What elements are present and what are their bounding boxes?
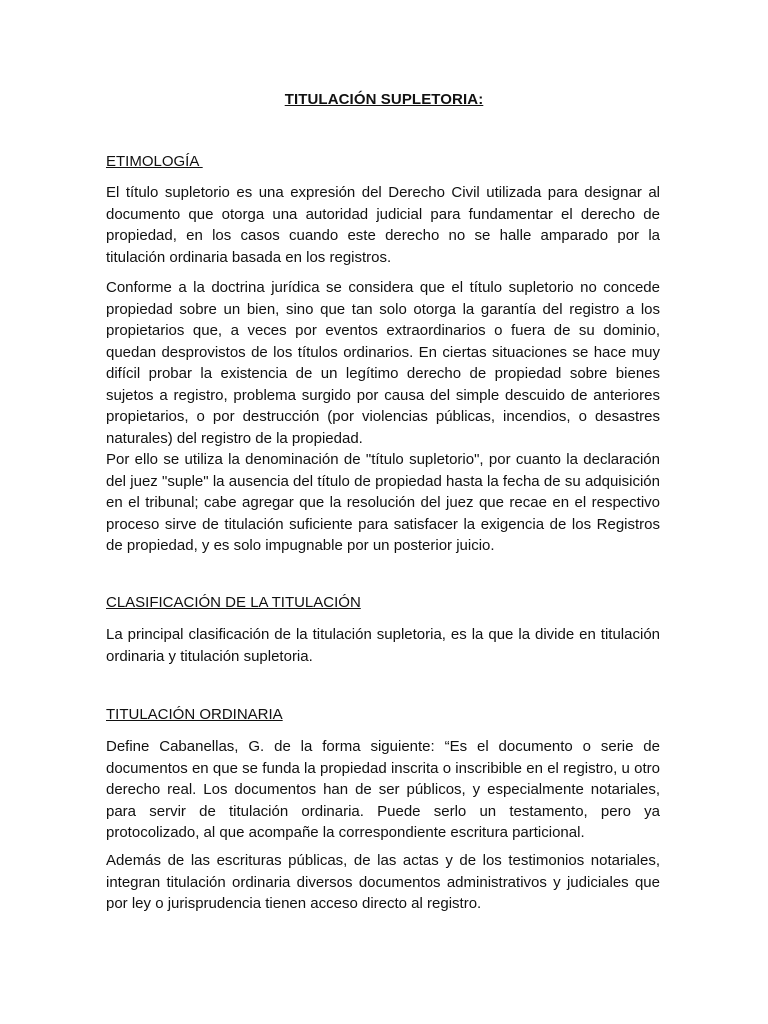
paragraph-etimologia-2: Conforme a la doctrina jurídica se considera que el título supletorio no concede propiedad sobre un bien, sino que tan solo otorga la garantía del registro a los propietarios que, a veces por eventos extraordinarios o fuera de su dominio, quedan desprovistos de los títulos ordinarios. En ciertas situaciones se hace muy difícil probar la existencia de un legítimo derecho de propiedad sobre bienes sujetos a registro, problema surgido por causa del simple descuido de anteriores propietarios, o por destrucción (por violencias públicas, incendios, o desastres naturales) del registro de la propiedad. — [106, 279, 660, 447]
paragraph-titulacion-ordinaria-1: Define Cabanellas, G. de la forma siguiente: “Es el documento o serie de documentos en que se funda la propiedad inscrita o inscribible en el registro, u otro derecho real. Los documentos han de ser públicos, y especialmente notariales, para servir de titulación ordinaria. Puede serlo un testamento, pero ya protocolizado, al que acompañe la correspondiente escritura particional. — [106, 738, 660, 841]
paragraph-titulacion-ordinaria-2: Además de las escrituras públicas, de las actas y de los testimonios notariales, integran titulación ordinaria diversos documentos administrativos y judiciales que por ley o jurisprudencia tienen acceso directo al registro. — [106, 852, 660, 912]
paragraph-clasificacion-1: La principal clasificación de la titulación supletoria, es la que la divide en titulación ordinaria y titulación supletoria. — [106, 626, 660, 665]
section-heading-titulacion-ordinaria: TITULACIÓN ORDINARIA — [106, 706, 283, 723]
paragraph-etimologia-3: Por ello se utiliza la denominación de "título supletorio", por cuanto la declaración del juez "suple" la ausencia del título de propiedad hasta la fecha de su adquisición en el tribunal; cabe agregar que la resolución del juez que recae en el respectivo proceso sirve de titulación suficiente para satisfacer la exigencia de los Registros de propiedad, y es solo impugnable por un posterior juicio. — [106, 451, 660, 554]
section-heading-etimologia: ETIMOLOGÍA — [106, 153, 203, 170]
document-title: TITULACIÓN SUPLETORIA: — [284, 91, 484, 108]
section-heading-clasificacion: CLASIFICACIÓN DE LA TITULACIÓN — [106, 594, 361, 611]
paragraph-etimologia-1: El título supletorio es una expresión del Derecho Civil utilizada para designar al documento que otorga una autoridad judicial para fundamentar el derecho de propiedad, en los casos cuando este derecho no se halle amparado por la titulación ordinaria basada en los registros. — [106, 184, 660, 266]
